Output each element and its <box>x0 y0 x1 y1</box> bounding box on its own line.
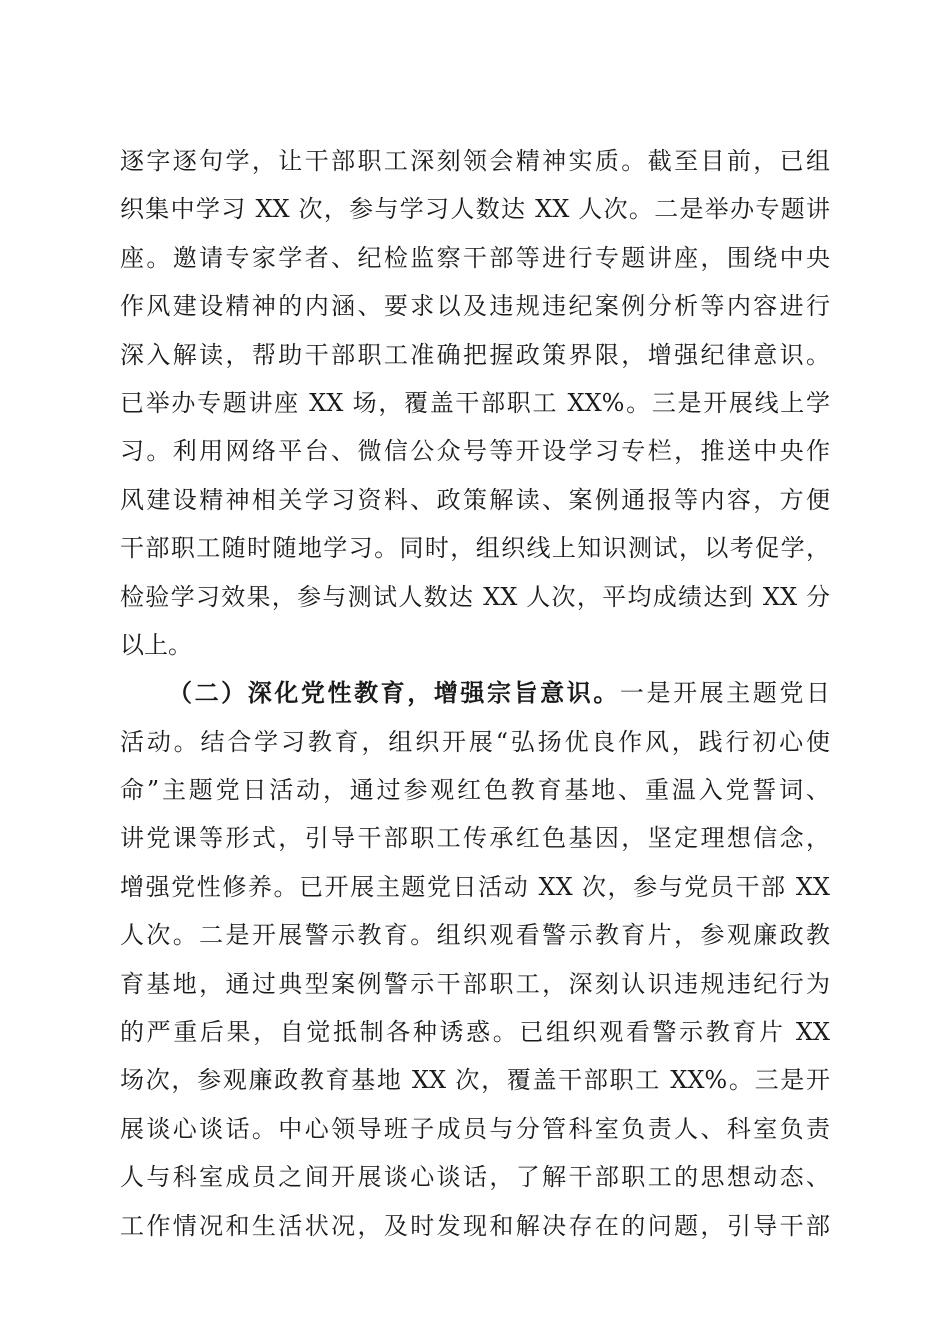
text-line: 检验学习效果，参与测试人数达 XX 人次，平均成绩达到 XX 分 <box>120 582 830 611</box>
text-line: 风建设精神相关学习资料、政策解读、案例通报等内容，方便 <box>120 485 830 514</box>
text-line: 的严重后果，自觉抵制各种诱惑。已组织观看警示教育片 XX <box>120 1018 830 1047</box>
text-line: 人与科室成员之间开展谈心谈话，了解干部职工的思想动态、 <box>120 1163 830 1192</box>
text-line: 展谈心谈话。中心领导班子成员与分管科室负责人、科室负责 <box>120 1114 830 1143</box>
section-heading: （二）深化党性教育，增强宗旨意识。 <box>168 678 620 708</box>
text-line: 活动。结合学习教育，组织开展“弘扬优良作风，践行初心使 <box>120 727 830 756</box>
text-line: 育基地，通过典型案例警示干部职工，深刻认识违规违纪行为 <box>120 969 830 998</box>
text-line: 织集中学习 XX 次，参与学习人数达 XX 人次。二是举办专题讲 <box>120 195 830 224</box>
text-line: 干部职工随时随地学习。同时，组织线上知识测试，以考促学， <box>120 534 830 563</box>
text-line: 以上。 <box>120 630 192 659</box>
text-line: 命”主题党日活动，通过参观红色教育基地、重温入党誓词、 <box>120 776 830 805</box>
text-line: 增强党性修养。已开展主题党日活动 XX 次，参与党员干部 XX <box>120 872 830 901</box>
paragraph-first-line <box>120 669 830 717</box>
text-line: 工作情况和生活状况，及时发现和解决存在的问题，引导干部 <box>120 1211 830 1240</box>
text-line: 人次。二是开展警示教育。组织观看警示教育片，参观廉政教 <box>120 921 830 950</box>
text-line: 讲党课等形式，引导干部职工传承红色基因，坚定理想信念， <box>120 824 830 853</box>
text-line: 逐字逐句学，让干部职工深刻领会精神实质。截至目前，已组 <box>120 147 830 175</box>
text-line: 已举办专题讲座 XX 场，覆盖干部职工 XX%。三是开展线上学 <box>120 388 830 417</box>
paragraph-2 <box>120 669 830 1250</box>
text-line: 深入解读，帮助干部职工准确把握政策界限，增强纪律意识。 <box>120 340 830 369</box>
text-line: 作风建设精神的内涵、要求以及违规违纪案例分析等内容进行 <box>120 292 830 321</box>
text-line: 习。利用网络平台、微信公众号等开设学习专栏，推送中央作 <box>120 437 830 466</box>
text-line: 场次，参观廉政教育基地 XX 次，覆盖干部职工 XX%。三是开 <box>120 1066 830 1095</box>
paragraph-1 <box>120 137 830 669</box>
text-line: 座。邀请专家学者、纪检监察干部等进行专题讲座，围绕中央 <box>120 243 830 272</box>
text-span: 一是开展主题党日 <box>619 679 830 708</box>
document-body <box>120 137 830 1250</box>
